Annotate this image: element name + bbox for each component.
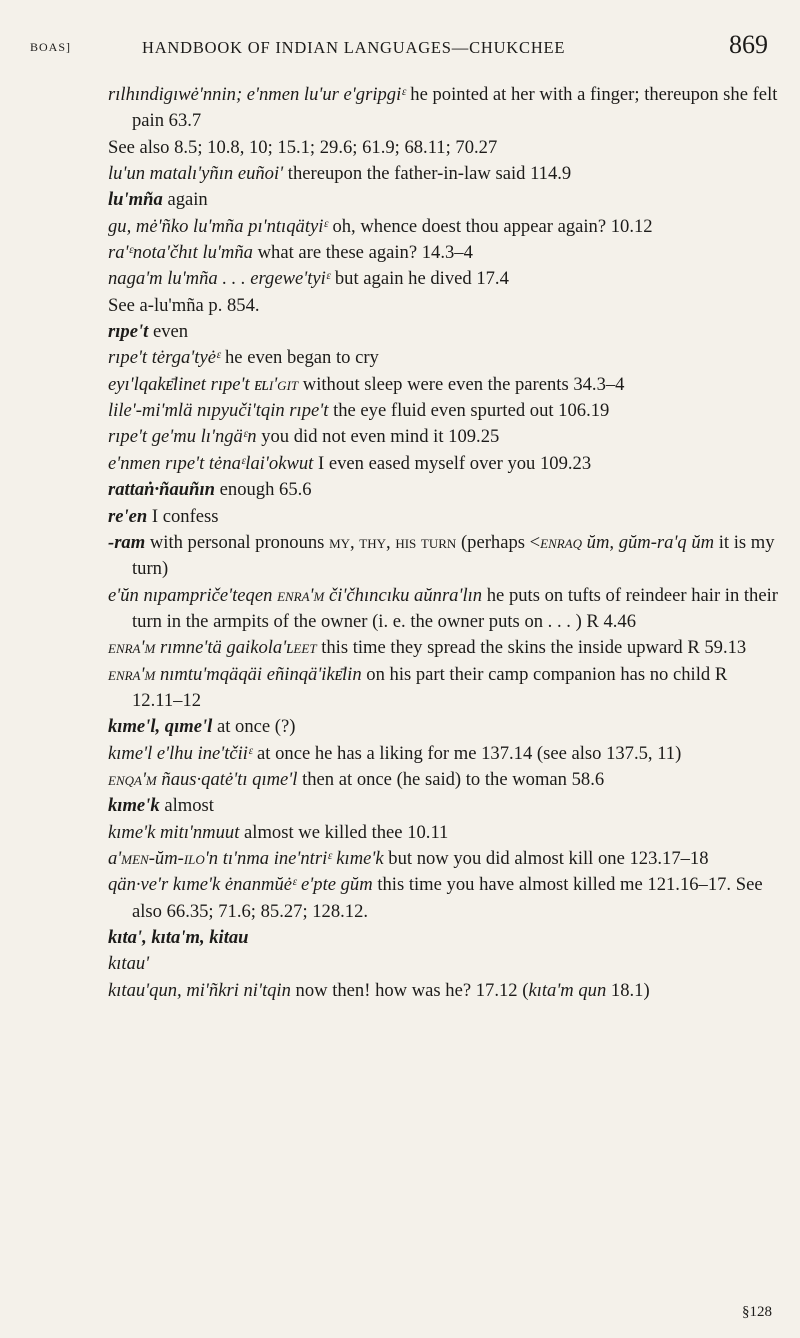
headword-ripet: rıpe't even bbox=[108, 321, 189, 343]
cross-reference: See also 8.5; 10.8, 10; 15.1; 29.6; 61.9; 68.11; 70.27 bbox=[108, 136, 498, 158]
headword-kimek: kıme'k almost bbox=[108, 795, 214, 817]
example-line: kıme'l e'lhu ine'tčiiᵋ at once he has a liking for me 137.14 (see also 137.5, 11) bbox=[108, 742, 682, 764]
subentry: kıtau' bbox=[108, 953, 150, 975]
header-title: HANDBOOK OF INDIAN LANGUAGES—CHUKCHEE bbox=[142, 38, 566, 57]
example-line: qän·ve'r kıme'k ėnanmŭėᵋ e'pte gŭm this time you have almost killed me 121.16–17. See also 66.35; 71.6; 85.27; 128.12. bbox=[108, 874, 763, 922]
headword: rıpe't bbox=[108, 321, 149, 343]
headword: re'en bbox=[108, 505, 148, 527]
headword-rattan: rattaṅ·ñauñın enough 65.6 bbox=[108, 479, 312, 501]
headword: kıme'k bbox=[108, 795, 160, 817]
example-line: lile'-mi'mlä nıpyuči'tqin rıpe't the eye fluid even spurted out 106.19 bbox=[108, 400, 610, 422]
cross-reference: See a-lu'mña p. 854. bbox=[108, 294, 260, 316]
example-line: enqa'm ñaus·qatė'tı qıme'l then at once (he said) to the woman 58.6 bbox=[108, 768, 605, 790]
example-line: e'nmen rıpe't tėnaᵋlai'okwut I even eased myself over you 109.23 bbox=[108, 452, 592, 474]
example-line: lu'un matalı'yñın euñoi' thereupon the father-in-law said 114.9 bbox=[108, 163, 572, 185]
headword-reen: re'en I confess bbox=[108, 505, 219, 527]
headword: rattaṅ·ñauñın bbox=[108, 479, 215, 501]
headword-kita bbox=[108, 925, 780, 951]
headword: kıta', kıta'm, kitau bbox=[108, 927, 249, 948]
example-line: kıtau'qun, mi'ñkri ni'tqin now then! how was he? 17.12 (kıta'm qun 18.1) bbox=[108, 979, 650, 1001]
section-mark: §128 bbox=[742, 1304, 772, 1320]
headword: -ram bbox=[108, 531, 146, 553]
example-line: naga'm lu'mña . . . ergewe'tyiᵋ but again he dived 17.4 bbox=[108, 268, 509, 290]
example-line: ra'ᵋnota'čhıt lu'mña what are these again? 14.3–4 bbox=[108, 242, 473, 264]
page-number: 869 bbox=[729, 30, 768, 59]
headword: kıme'l, qıme'l bbox=[108, 716, 213, 738]
headword: lu'mña bbox=[108, 189, 163, 211]
example-line: rıpe't tėrga'tyėᵋ he even began to cry bbox=[108, 347, 379, 369]
headword-lumna: lu'mña again bbox=[108, 189, 208, 211]
example-line: a'men-ŭm-ılo'n tı'nma ine'ntriᵋ kıme'k but now you did almost kill one 123.17–18 bbox=[108, 847, 709, 869]
example-line: eyı'lqakᴇ̄linet rıpe't ᴇʟı'git without sleep were even the parents 34.3–4 bbox=[108, 373, 625, 395]
example-line: rıpe't ge'mu lı'ngäᵋn you did not even mind it 109.25 bbox=[108, 426, 500, 448]
example-line: rılhındigıwė'nnin; e'nmen lu'ur e'gripgiᵋ he pointed at her with a finger; thereupon she felt pain 63.7 bbox=[108, 84, 778, 132]
headword-ram: -ram with personal pronouns my, thy, his turn (perhaps <enraq ŭm, gŭm-ra'q ŭm it is my turn) bbox=[108, 531, 775, 580]
example-line: enra'm nımtu'mqäqäi eñinqä'ikᴇ̄lin on his part their camp companion has no child R 12.11–12 bbox=[108, 663, 728, 711]
running-header bbox=[30, 30, 768, 68]
example-line: gu, mė'ñko lu'mña pı'ntıqätyiᵋ oh, whence doest thou appear again? 10.12 bbox=[108, 215, 653, 237]
example-line: e'ŭn nıpampriče'teqen enra'm či'čhıncıku aŭnra'lın he puts on tufts of reindeer hair in their turn in the armpits of the owner (i. e. the owner puts on . . . ) R 4.46 bbox=[108, 584, 778, 632]
example-line: kıme'k mitı'nmuut almost we killed thee 10.11 bbox=[108, 821, 449, 843]
example-line: enra'm rımne'tä gaikola'ʟeet this time they spread the skins the inside upward R 59.13 bbox=[108, 637, 747, 659]
dictionary-content bbox=[108, 82, 780, 1004]
header-author: BOAS] bbox=[30, 40, 72, 54]
headword-kimel: kıme'l, qıme'l at once (?) bbox=[108, 716, 296, 738]
